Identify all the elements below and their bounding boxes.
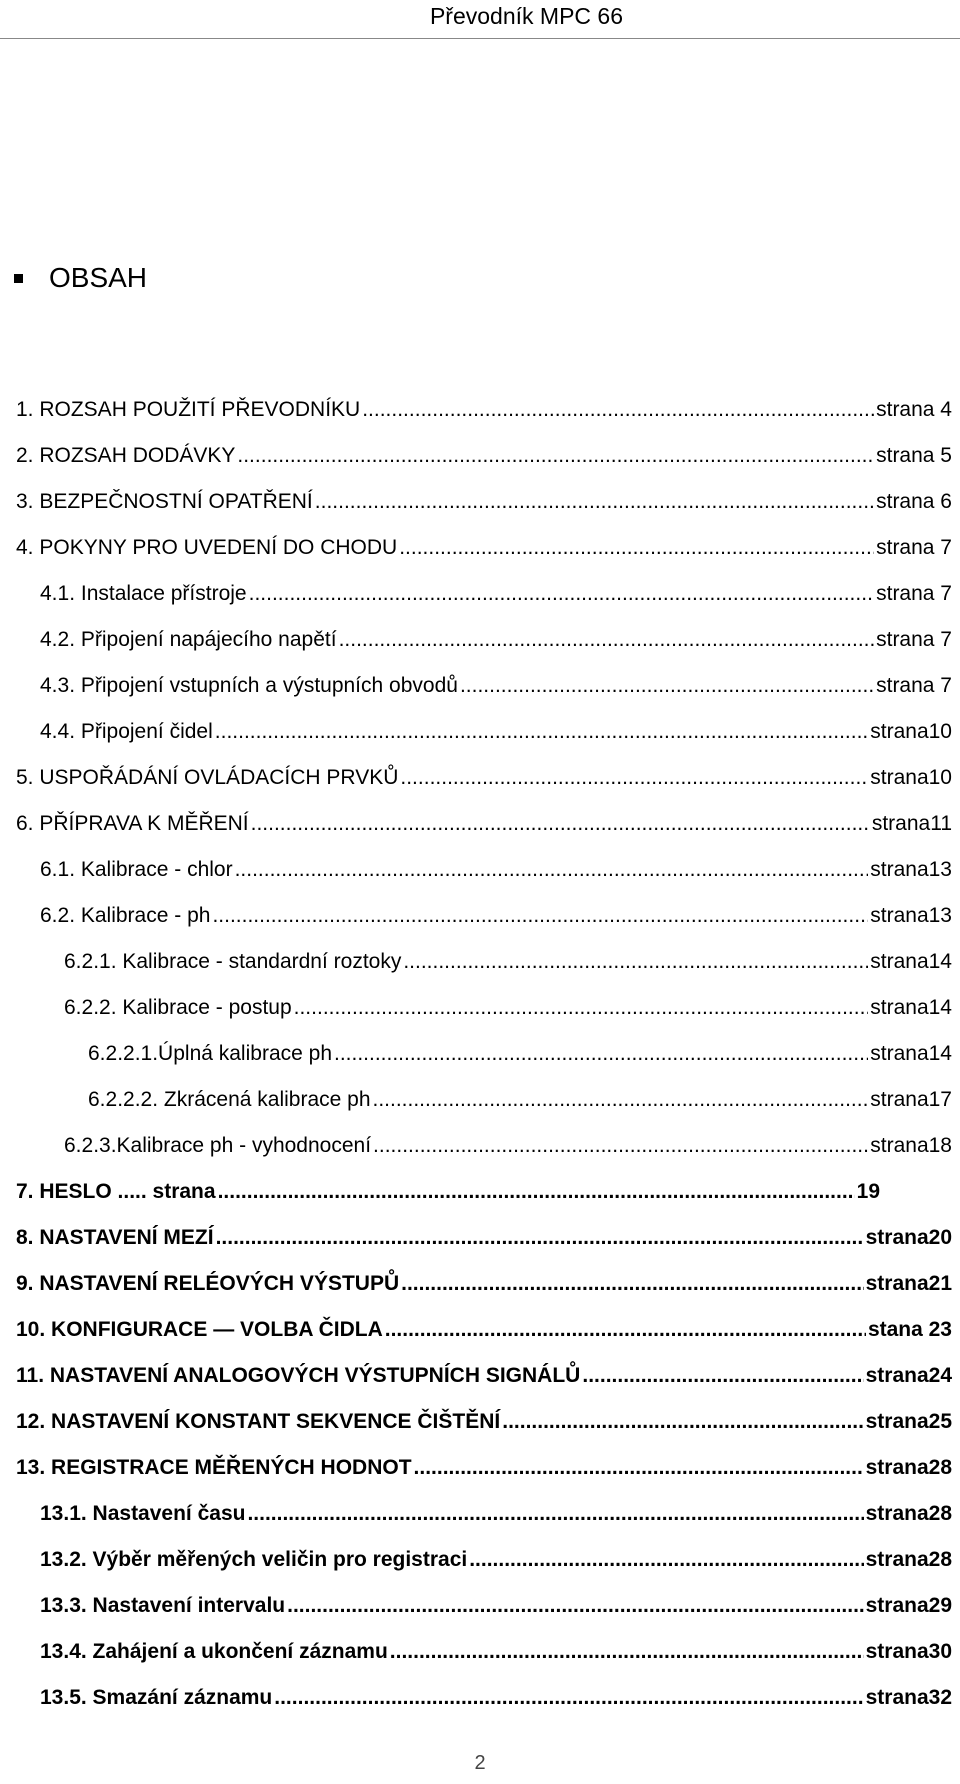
toc-entry-title: 6.2.2. Kalibrace - postup xyxy=(64,996,292,1019)
toc-entry-title: 13.5. Smazání záznamu xyxy=(40,1686,273,1709)
toc-entry-title: 6.2.2.2. Zkrácená kalibrace ph xyxy=(88,1088,371,1111)
toc-entry xyxy=(64,1131,952,1161)
toc-entry-page: strana 7 xyxy=(876,582,952,605)
toc-entry-page: strana25 xyxy=(865,1410,952,1433)
toc-dot-leader xyxy=(235,855,869,885)
toc-entry-title: 9. NASTAVENÍ RELÉOVÝCH VÝSTUPŮ xyxy=(16,1272,400,1295)
toc-entry-title: 2. ROZSAH DODÁVKY xyxy=(16,444,236,467)
toc-dot-leader xyxy=(315,487,874,517)
toc-entry-title: 6.2.3.Kalibrace ph - vyhodnocení xyxy=(64,1134,372,1157)
toc-entry-title: 5. USPOŘÁDÁNÍ OVLÁDACÍCH PRVKŮ xyxy=(16,766,399,789)
toc-entry-page: strana28 xyxy=(865,1548,952,1571)
toc-entry-title: 6.1. Kalibrace - chlor xyxy=(40,858,233,881)
toc-entry-page: strana28 xyxy=(865,1502,952,1525)
toc-entry-page: strana28 xyxy=(865,1456,952,1479)
toc-entry-page: strana24 xyxy=(865,1364,952,1387)
toc-entry xyxy=(40,717,952,747)
toc-entry-page: strana14 xyxy=(870,996,952,1019)
toc-entry-page: strana21 xyxy=(865,1272,952,1295)
toc-entry-title: 13. REGISTRACE MĚŘENÝCH HODNOT xyxy=(16,1456,412,1479)
toc-entry xyxy=(40,625,952,655)
toc-entry xyxy=(88,1039,952,1069)
toc-dot-leader xyxy=(582,1361,863,1391)
toc-entry-page: strana29 xyxy=(865,1594,952,1617)
toc-entry-page: strana30 xyxy=(865,1640,952,1663)
toc-entry-page: stana 23 xyxy=(867,1318,952,1341)
toc-entry xyxy=(16,1177,880,1207)
toc-entry xyxy=(16,1315,952,1345)
toc-dot-leader xyxy=(414,1453,864,1483)
toc-entry xyxy=(40,1545,952,1575)
toc-entry-title: 6.2.2.1.Úplná kalibrace ph xyxy=(88,1042,332,1065)
toc-entry-title: 13.3. Nastavení intervalu xyxy=(40,1594,286,1617)
toc-entry xyxy=(40,1499,952,1529)
toc-entry-title: 13.2. Výběr měřených veličin pro registraci xyxy=(40,1548,468,1571)
toc-entry xyxy=(40,1683,952,1713)
toc-dot-leader xyxy=(237,441,874,471)
toc-entry xyxy=(40,671,952,701)
toc-entry xyxy=(16,487,952,517)
toc-entry-title: 7. HESLO ..... strana xyxy=(16,1180,216,1203)
toc-entry-page: strana 6 xyxy=(876,490,952,513)
toc-entry-title: 10. KONFIGURACE — VOLBA ČIDLA xyxy=(16,1318,383,1341)
toc-dot-leader xyxy=(247,1499,863,1529)
toc-entry-title: 3. BEZPEČNOSTNÍ OPATŘENÍ xyxy=(16,490,313,513)
toc-entry xyxy=(16,395,952,425)
toc-entry xyxy=(16,1453,952,1483)
toc-entry xyxy=(88,1085,952,1115)
section-heading-label: OBSAH xyxy=(49,262,148,293)
toc-dot-leader xyxy=(216,1223,864,1253)
toc-entry-page: strana 5 xyxy=(876,444,952,467)
toc-entry-page: strana18 xyxy=(870,1134,952,1157)
toc-entry xyxy=(16,1407,952,1437)
toc-dot-leader xyxy=(401,1269,863,1299)
toc-entry xyxy=(16,1269,952,1299)
toc-entry-page: strana13 xyxy=(870,858,952,881)
toc-entry xyxy=(40,579,952,609)
toc-entry-title: 4. POKYNY PRO UVEDENÍ DO CHODU xyxy=(16,536,398,559)
toc-entry xyxy=(16,1223,952,1253)
toc-entry-page: 19 xyxy=(856,1180,880,1203)
toc-entry-title: 4.2. Připojení napájecího napětí xyxy=(40,628,337,651)
page-number: 2 xyxy=(474,1752,486,1774)
toc-entry xyxy=(16,441,952,471)
toc-entry-page: strana10 xyxy=(870,766,952,789)
toc-dot-leader xyxy=(373,1085,869,1115)
toc-dot-leader xyxy=(212,901,868,931)
toc-dot-leader xyxy=(373,1131,868,1161)
toc-dot-leader xyxy=(399,533,874,563)
toc-entry-title: 13.4. Zahájení a ukončení záznamu xyxy=(40,1640,388,1663)
toc-dot-leader xyxy=(339,625,875,655)
toc-dot-leader xyxy=(469,1545,863,1575)
toc-entry-page: strana 7 xyxy=(876,674,952,697)
toc-entry xyxy=(40,1637,952,1667)
toc-entry-title: 13.1. Nastavení času xyxy=(40,1502,246,1525)
toc-entry-page: strana32 xyxy=(865,1686,952,1709)
toc-entry-page: strana 7 xyxy=(876,536,952,559)
toc-dot-leader xyxy=(502,1407,863,1437)
toc-entry-page: strana17 xyxy=(870,1088,952,1111)
document-title: Převodník MPC 66 xyxy=(429,3,623,29)
toc-entry-title: 6.2. Kalibrace - ph xyxy=(40,904,211,927)
toc-entry-page: strana14 xyxy=(870,950,952,973)
toc-entry-title: 4.3. Připojení vstupních a výstupních obvodů xyxy=(40,674,458,697)
toc-entry-page: strana20 xyxy=(865,1226,952,1249)
toc-entry-page: strana13 xyxy=(870,904,952,927)
toc-entry-page: strana14 xyxy=(870,1042,952,1065)
toc-entry xyxy=(64,993,952,1023)
toc-dot-leader xyxy=(460,671,874,701)
toc-dot-leader xyxy=(215,717,868,747)
toc-entry-title: 11. NASTAVENÍ ANALOGOVÝCH VÝSTUPNÍCH SIGNÁLŮ xyxy=(16,1364,581,1387)
toc-dot-leader xyxy=(249,579,875,609)
toc-dot-leader xyxy=(274,1683,863,1713)
toc-entry-title: 8. NASTAVENÍ MEZÍ xyxy=(16,1226,214,1249)
toc-dot-leader xyxy=(403,947,868,977)
toc-entry xyxy=(40,855,952,885)
toc-entry-title: 1. ROZSAH POUŽITÍ PŘEVODNÍKU xyxy=(16,398,361,421)
toc-dot-leader xyxy=(294,993,869,1023)
toc-entry xyxy=(40,1591,952,1621)
toc-entry-title: 12. NASTAVENÍ KONSTANT SEKVENCE ČIŠTĚNÍ xyxy=(16,1410,501,1433)
toc-entry-title: 6.2.1. Kalibrace - standardní roztoky xyxy=(64,950,402,973)
toc-entry xyxy=(16,1361,952,1391)
toc-entry-title: 6. PŘÍPRAVA K MĚŘENÍ xyxy=(16,812,249,835)
toc-dot-leader xyxy=(390,1637,864,1667)
toc-dot-leader xyxy=(385,1315,866,1345)
toc-entry-page: strana10 xyxy=(870,720,952,743)
toc-entry-page: strana 7 xyxy=(876,628,952,651)
toc-entry xyxy=(16,809,952,839)
toc-entry xyxy=(40,901,952,931)
toc-dot-leader xyxy=(400,763,868,793)
toc-dot-leader xyxy=(287,1591,863,1621)
toc-dot-leader xyxy=(251,809,870,839)
toc-entry-page: strana 4 xyxy=(876,398,952,421)
toc-entry xyxy=(16,533,952,563)
toc-entry-title: 4.4. Připojení čidel xyxy=(40,720,213,743)
toc-dot-leader xyxy=(218,1177,855,1207)
toc-dot-leader xyxy=(362,395,874,425)
toc-entry-page: strana11 xyxy=(871,812,952,835)
toc-dot-leader xyxy=(334,1039,868,1069)
toc-entry xyxy=(64,947,952,977)
toc-entry xyxy=(16,763,952,793)
toc-entry-title: 4.1. Instalace přístroje xyxy=(40,582,247,605)
